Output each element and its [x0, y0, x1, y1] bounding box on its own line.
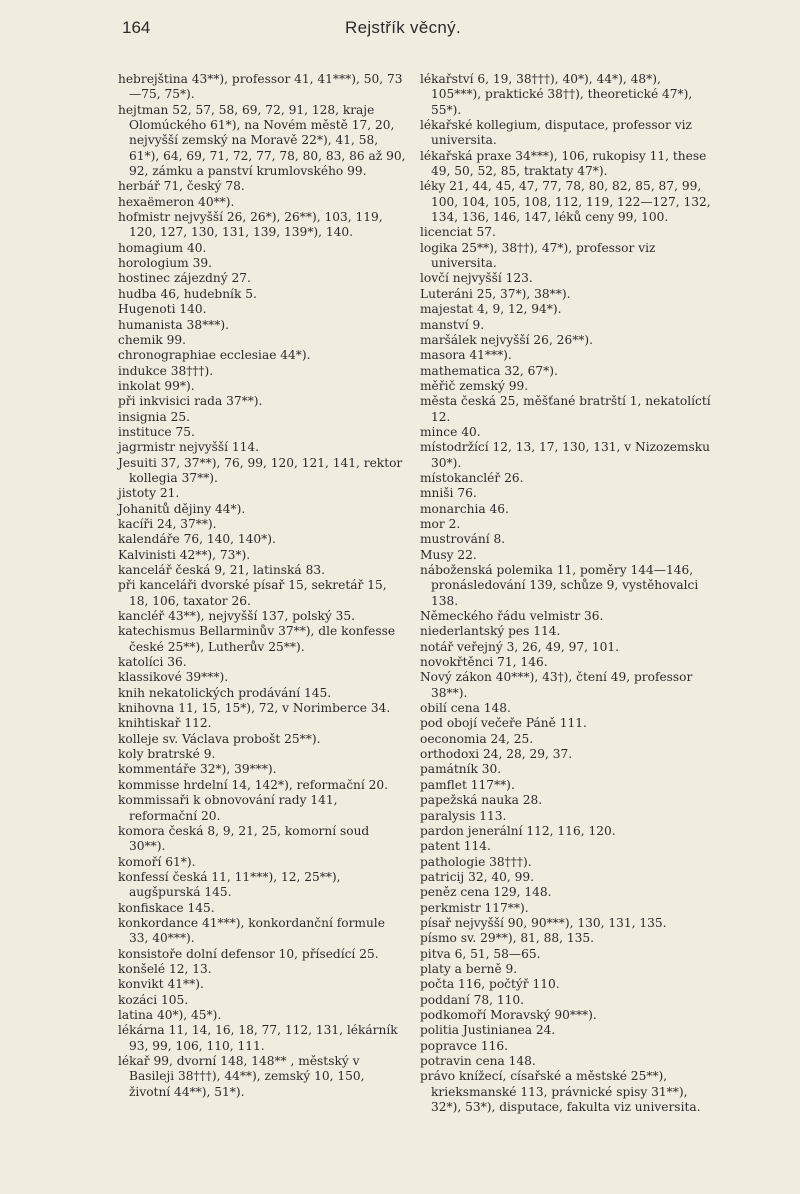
index-entry: hejtman 52, 57, 58, 69, 72, 91, 128, kraje Olomúckého 61*), na Novém městě 17, 20, nejvyšší zemský na Moravě 22*), 41, 58, 61*), 64, 69, 71, 72, 77, 78, 80, 83, 86 až 90, 92, zámku a panství krumlovského 99. [118, 102, 406, 179]
index-entry: komora česká 8, 9, 21, 25, komorní soud 30**). [118, 823, 370, 854]
index-entry: platy a berně 9. [420, 961, 518, 976]
page-number: 164 [122, 18, 151, 37]
index-entry: popravce 116. [420, 1038, 508, 1053]
index-entry: potravin cena 148. [420, 1054, 536, 1068]
index-entry: oeconomia 24, 25. [420, 731, 534, 746]
index-entry: niederlantský pes 114. [420, 624, 561, 639]
index-entry: patricij 32, 40, 99. [420, 869, 534, 884]
index-entry: pamflet 117**). [420, 777, 515, 792]
index-entry: kommisse hrdelní 14, 142*), reformační 20. [118, 777, 389, 792]
index-entry: kacíři 24, 37**). [118, 516, 217, 531]
index-entry: peněz cena 129, 148. [420, 885, 552, 900]
index-entry: léky 21, 44, 45, 47, 77, 78, 80, 82, 85, 87, 99, 100, 104, 105, 108, 112, 119, 122—127, 132, 134, 136, 146, 147, léků ceny 99, 100. [420, 179, 711, 225]
index-entry: Nový zákon 40***), 43†), čtení 49, professor 38**). [420, 670, 693, 700]
index-entry: kommentáře 32*), 39***). [118, 762, 277, 777]
index-entry: pod obojí večeře Páně 111. [420, 716, 587, 731]
index-entry: kommissaři k obnovování rady 141, reformační 20. [118, 793, 338, 823]
index-entry: masora 41***). [420, 348, 512, 363]
index-entry: konšelé 12, 13. [118, 961, 212, 976]
index-entry: kalendáře 76, 140, 140*). [118, 532, 276, 547]
page-header [0, 18, 800, 42]
index-entry: inkolat 99*). [118, 378, 195, 393]
index-entry: patent 114. [420, 839, 491, 854]
index-entry: monarchia 46. [420, 501, 509, 516]
index-entry: podkomoří Moravský 90***). [420, 1007, 597, 1022]
index-entry: při kanceláři dvorské písař 15, sekretář 15, 18, 106, taxator 26. [118, 578, 387, 608]
index-entry: počta 116, počtýř 110. [420, 977, 560, 992]
index-entry: města česká 25, měšťané bratrští 1, nekatolíctí 12. [420, 394, 711, 424]
index-entry: lékařská praxe 34***), 106, rukopisy 11, these 49, 50, 52, 85, traktaty 47*). [420, 148, 707, 179]
index-entry: majestat 4, 9, 12, 94*). [420, 302, 562, 317]
index-entry: měřič zemský 99. [420, 378, 529, 393]
index-entry: knih nekatolických prodávání 145. [118, 685, 332, 700]
index-entry: mustrování 8. [420, 532, 506, 547]
index-entry: Německého řádu velmistr 36. [420, 609, 604, 624]
index-entry: perkmistr 117**). [420, 900, 529, 915]
index-entry: lékárna 11, 14, 16, 18, 77, 112, 131, lékárník 93, 99, 106, 110, 111. [118, 1023, 398, 1053]
index-entry: klassikové 39***). [118, 670, 229, 685]
index-entry: logika 25**), 38††), 47*), professor viz universita. [420, 240, 656, 271]
index-entry: homagium 40. [118, 240, 207, 255]
index-entry: indukce 38†††). [118, 363, 214, 378]
running-title: Rejstřík věcný. [345, 18, 461, 37]
index-entry: památník 30. [420, 762, 502, 777]
index-entry: kancelář česká 9, 21, latinská 83. [118, 563, 325, 577]
index-entry: jistoty 21. [118, 486, 180, 501]
index-entry: koly bratrské 9. [118, 747, 216, 762]
index-entry: knihovna 11, 15, 15*), 72, v Norimberce 34. [118, 701, 391, 716]
index-entry: paralysis 113. [420, 808, 507, 823]
index-entry: mor 2. [420, 516, 461, 531]
index-entry: při inkvisici rada 37**). [118, 394, 263, 409]
index-entry: latina 40*), 45*). [118, 1007, 222, 1022]
index-entry: Luteráni 25, 37*), 38**). [420, 286, 571, 301]
index-entry: katolíci 36. [118, 655, 187, 670]
index-column-left [118, 72, 408, 1100]
index-entry: místodržící 12, 13, 17, 130, 131, v Nizozemsku 30*). [420, 440, 711, 470]
index-entry: kozáci 105. [118, 992, 189, 1007]
index-column-right [420, 72, 712, 1115]
index-entry: insignia 25. [118, 409, 190, 424]
index-entry: manství 9. [420, 317, 485, 332]
index-entry: knihtiskař 112. [118, 716, 212, 731]
index-entry: hofmistr nejvyšší 26, 26*), 26**), 103, 119, 120, 127, 130, 131, 139, 139*), 140. [118, 210, 383, 240]
index-entry: lékařství 6, 19, 38†††), 40*), 44*), 48*), 105***), praktické 38††), theoretické 47*), 55*). [420, 72, 693, 117]
index-entry: politia Justinianea 24. [420, 1023, 556, 1038]
index-entry: poddaní 78, 110. [420, 992, 525, 1007]
index-entry: hostinec zájezdný 27. [118, 271, 251, 286]
index-entry: konkordance 41***), konkordanční formule 33, 40***). [118, 915, 385, 946]
index-entry: Kalvinisti 42**), 73*). [118, 547, 251, 562]
index-entry: lékař 99, dvorní 148, 148** , městský v Basileji 38†††), 44**), zemský 10, 150, životní 44**), 51*). [118, 1054, 365, 1099]
index-entry: písmo sv. 29**), 81, 88, 135. [420, 931, 595, 946]
index-entry: obilí cena 148. [420, 701, 511, 716]
index-entry: kancléř 43**), nejvyšší 137, polský 35. [118, 609, 356, 624]
index-entry: Jesuiti 37, 37**), 76, 99, 120, 121, 141, rektor kollegia 37**). [118, 455, 403, 485]
index-entry: horologium 39. [118, 256, 212, 271]
index-entry: mince 40. [420, 424, 481, 439]
index-entry: náboženská polemika 11, poměry 144—146, pronásledování 139, schůze 9, vystěhovalci 138. [420, 563, 699, 608]
index-entry: lovčí nejvyšší 123. [420, 271, 533, 286]
index-entry: mathematica 32, 67*). [420, 363, 558, 378]
index-entry: konfiskace 145. [118, 900, 215, 915]
index-entry: jagrmistr nejvyšší 114. [118, 440, 260, 455]
index-entry: chemik 99. [118, 332, 186, 347]
index-entry: konfessí česká 11, 11***), 12, 25**), augšpurská 145. [118, 869, 341, 900]
index-entry: konvikt 41**). [118, 977, 204, 992]
index-entry: notář veřejný 3, 26, 49, 97, 101. [420, 639, 619, 654]
index-entry: katechismus Bellarminův 37**), dle konfesse české 25**), Lutherův 25**). [118, 624, 396, 654]
index-entry: chronographiae ecclesiae 44*). [118, 348, 311, 363]
index-entry: Johanitů dějiny 44*). [118, 501, 246, 516]
index-entry: komoří 61*). [118, 854, 196, 869]
index-entry: Musy 22. [420, 547, 477, 562]
index-entry: pardon jenerální 112, 116, 120. [420, 823, 616, 838]
index-entry: humanista 38***). [118, 317, 229, 332]
index-entry: kolleje sv. Václava probošt 25**). [118, 731, 321, 746]
index-entry: pathologie 38†††). [420, 854, 532, 869]
index-entry: lékařské kollegium, disputace, professor viz universita. [420, 118, 692, 148]
index-entry: mniši 76. [420, 486, 477, 501]
index-entry: pitva 6, 51, 58—65. [420, 946, 541, 961]
index-entry: herbář 71, český 78. [118, 179, 245, 194]
index-entry: maršálek nejvyšší 26, 26**). [420, 332, 594, 347]
index-entry: písař nejvyšší 90, 90***), 130, 131, 135. [420, 915, 667, 930]
index-entry: Hugenoti 140. [118, 302, 207, 317]
index-entry: konsistoře dolní defensor 10, přísedící 25. [118, 946, 379, 961]
index-entry: místokancléř 26. [420, 470, 524, 485]
index-entry: papežská nauka 28. [420, 793, 543, 808]
index-entry: instituce 75. [118, 424, 195, 439]
index-entry: orthodoxi 24, 28, 29, 37. [420, 747, 573, 762]
index-entry: novokřtěnci 71, 146. [420, 655, 548, 670]
index-entry: hudba 46, hudebník 5. [118, 286, 257, 301]
index-entry: licenciat 57. [420, 225, 496, 240]
index-entry: hebrejština 43**), professor 41, 41***), 50, 73—75, 75*). [118, 72, 403, 102]
index-entry: právo knížecí, císařské a městské 25**), krieksmanské 113, právnické spisy 31**), 32*), 53*), disputace, fakulta viz universita. [420, 1069, 701, 1115]
index-entry: hexaëmeron 40**). [118, 194, 235, 209]
